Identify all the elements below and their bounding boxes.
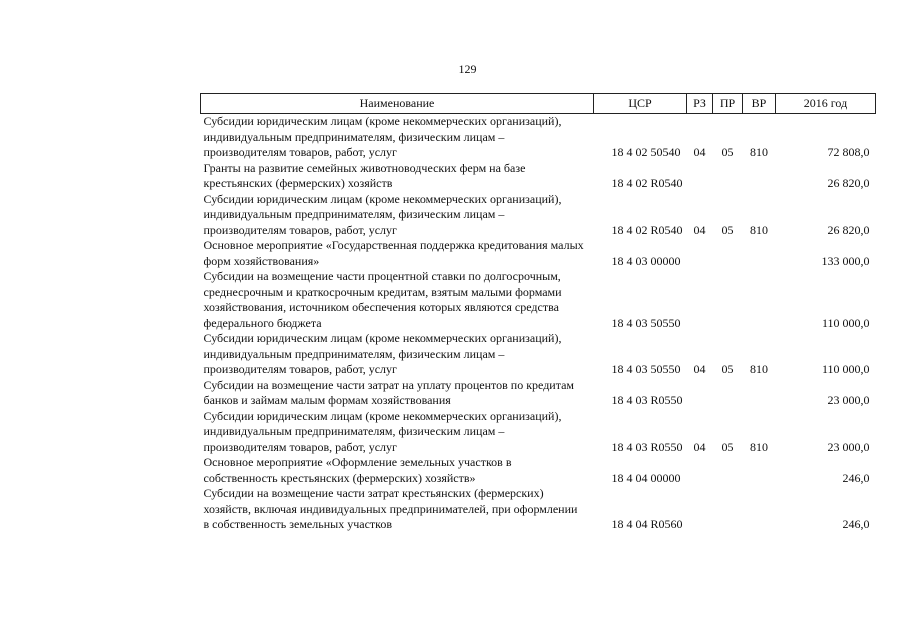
row-vr: 810 [750, 439, 768, 454]
table-row [201, 455, 876, 486]
row-rz: 04 [693, 439, 706, 454]
row-pr: 05 [721, 222, 734, 237]
table-row [201, 331, 876, 378]
row-name: Субсидии юридическим лицам (кроме некоммерческих организаций), индивидуальным предпринимателям, физическим лицам – производителям товаров, работ, услуг [203, 191, 562, 237]
header-csr: ЦСР [594, 94, 687, 114]
row-name: Субсидии юридическим лицам (кроме некоммерческих организаций), индивидуальным предпринимателям, физическим лицам – производителям товаров, работ, услуг [203, 408, 562, 454]
row-csr: 18 4 03 00000 [611, 253, 681, 268]
row-vr [743, 486, 776, 533]
row-amount: 246,0 [842, 517, 870, 531]
header-amount: 2016 год [776, 94, 876, 114]
row-name: Гранты на развитие семейных животноводческих ферм на базе крестьянских (фермерских) хозяйств [203, 160, 526, 190]
page-number: 129 [458, 62, 477, 76]
row-vr [743, 455, 776, 486]
row-name: Субсидии юридическим лицам (кроме некоммерческих организаций), индивидуальным предпринимателям, физическим лицам – производителям товаров, работ, услуг [203, 331, 562, 376]
table-row [201, 114, 876, 161]
header-vr: ВР [743, 94, 776, 114]
row-amount: 26 820,0 [827, 176, 870, 190]
row-vr: 810 [750, 222, 768, 237]
row-vr [743, 238, 776, 269]
row-rz: 04 [693, 362, 706, 376]
row-rz [687, 455, 713, 486]
row-pr [713, 238, 743, 269]
table-row [201, 192, 876, 239]
table-row [201, 378, 876, 409]
row-pr [713, 378, 743, 409]
row-rz [687, 486, 713, 533]
row-name: Субсидии юридическим лицам (кроме некоммерческих организаций), индивидуальным предпринимателям, физическим лицам – производителям товаров, работ, услуг [203, 114, 562, 159]
row-pr [713, 269, 743, 331]
row-rz: 04 [693, 145, 706, 159]
row-pr [713, 161, 743, 192]
table-header-row [201, 94, 876, 114]
row-name: Основное мероприятие «Государственная поддержка кредитования малых форм хозяйствования» [203, 238, 584, 268]
row-csr: 18 4 04 R0560 [611, 517, 683, 531]
row-csr: 18 4 04 00000 [611, 470, 681, 485]
row-name: Субсидии на возмещение части процентной ставки по долгосрочным, среднесрочным и краткосрочным кредитам, взятым малыми формами хозяйствования, источником обеспечения которых являются средства федерального бюджета [203, 269, 562, 330]
budget-table-container [200, 93, 875, 533]
row-csr: 18 4 03 R0550 [611, 393, 683, 407]
table-row [201, 409, 876, 456]
row-pr: 05 [721, 362, 734, 376]
row-name: Субсидии на возмещение части затрат крестьянских (фермерских) хозяйств, включая индивидуальных предпринимателей, при оформлении в собственность земельных участков [203, 486, 578, 531]
table-row [201, 161, 876, 192]
row-amount: 72 808,0 [827, 145, 870, 159]
row-vr: 810 [750, 362, 768, 376]
row-rz: 04 [693, 222, 706, 237]
row-csr: 18 4 02 R0540 [611, 176, 683, 190]
table-row [201, 238, 876, 269]
row-name: Основное мероприятие «Оформление земельных участков в собственность крестьянских (фермерских) хозяйств» [203, 455, 512, 485]
row-vr [743, 269, 776, 331]
row-pr: 05 [721, 145, 734, 159]
row-rz [687, 238, 713, 269]
row-name: Субсидии на возмещение части затрат на уплату процентов по кредитам банков и займам малым формам хозяйствования [203, 377, 575, 407]
row-csr: 18 4 03 50550 [611, 362, 681, 376]
row-csr: 18 4 03 50550 [611, 315, 681, 330]
row-amount: 133 000,0 [821, 253, 870, 268]
budget-table [200, 93, 876, 533]
table-row [201, 486, 876, 533]
row-amount: 110 000,0 [821, 362, 870, 376]
row-vr [743, 378, 776, 409]
row-amount: 23 000,0 [827, 393, 870, 407]
row-csr: 18 4 02 50540 [611, 145, 681, 159]
row-amount: 26 820,0 [827, 222, 870, 237]
row-vr [743, 161, 776, 192]
row-amount: 23 000,0 [827, 439, 870, 454]
row-pr [713, 486, 743, 533]
row-csr: 18 4 02 R0540 [611, 222, 683, 237]
row-pr: 05 [721, 439, 734, 454]
row-pr [713, 455, 743, 486]
row-vr: 810 [750, 145, 768, 159]
table-row [201, 269, 876, 331]
row-amount: 110 000,0 [821, 315, 870, 330]
header-rz: РЗ [687, 94, 713, 114]
header-pr: ПР [713, 94, 743, 114]
row-csr: 18 4 03 R0550 [611, 439, 683, 454]
row-rz [687, 269, 713, 331]
row-amount: 246,0 [842, 470, 870, 485]
row-rz [687, 378, 713, 409]
row-rz [687, 161, 713, 192]
header-name: Наименование [201, 94, 594, 114]
